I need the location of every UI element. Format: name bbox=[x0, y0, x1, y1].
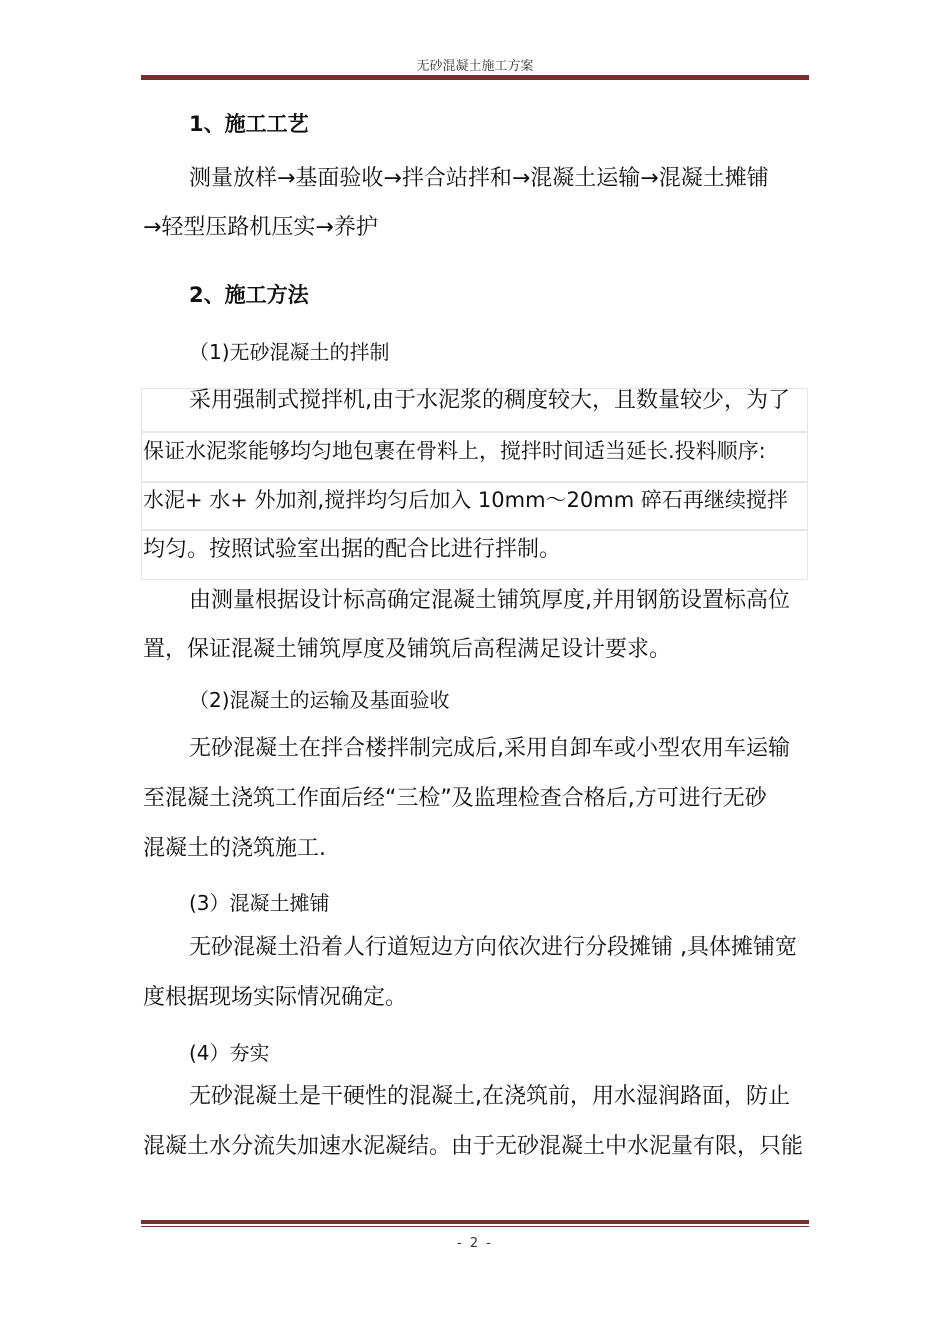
paragraph-line: 水泥+ 水+ 外加剂,搅拌均匀后加入 10mm～20mm 碎石再继续搅拌 bbox=[143, 488, 788, 512]
paragraph-line: 混凝土的浇筑施工. bbox=[143, 836, 326, 861]
paragraph-line: 保证水泥浆能够均匀地包裹在骨料上，搅拌时间适当延长.投料顺序: bbox=[143, 439, 766, 463]
subheading-paving: (3）混凝土摊铺 bbox=[189, 891, 330, 915]
page-number: - 2 - bbox=[457, 1236, 493, 1251]
paragraph-line: 置，保证混凝土铺筑厚度及铺筑后高程满足设计要求。 bbox=[143, 637, 672, 662]
paragraph-line: 由测量根据设计标高确定混凝土铺筑厚度,并用钢筋设置标高位 bbox=[189, 588, 790, 613]
paragraph-line: 采用强制式搅拌机,由于水泥浆的稠度较大，且数量较少，为了 bbox=[189, 388, 790, 413]
paragraph-line: →轻型压路机压实→养护 bbox=[143, 215, 378, 240]
paragraph-line: 测量放样→基面验收→拌合站拌和→混凝土运输→混凝土摊铺 bbox=[189, 166, 769, 191]
subheading-compaction: (4）夯实 bbox=[189, 1041, 270, 1065]
paragraph-line: 混凝土水分流失加速水泥凝结。由于无砂混凝土中水泥量有限，只能 bbox=[143, 1134, 804, 1159]
paragraph-line: 度根据现场实际情况确定。 bbox=[143, 985, 408, 1010]
footer-rule bbox=[141, 1220, 809, 1227]
paragraph-line: 无砂混凝土在拌合楼拌制完成后,采用自卸车或小型农用车运输 bbox=[189, 736, 790, 761]
subheading-transport: （2)混凝土的运输及基面验收 bbox=[189, 688, 450, 712]
section-heading-method: 2、施工方法 bbox=[189, 283, 309, 307]
section-heading-process: 1、施工工艺 bbox=[189, 112, 309, 136]
paragraph-line: 无砂混凝土沿着人行道短边方向依次进行分段摊铺 ,具体摊铺宽 bbox=[189, 935, 797, 960]
page-header-title: 无砂混凝土施工方案 bbox=[416, 59, 534, 74]
paragraph-line: 无砂混凝土是干硬性的混凝土,在浇筑前，用水湿润路面，防止 bbox=[189, 1084, 790, 1109]
paragraph-line: 均匀。按照试验室出据的配合比进行拌制。 bbox=[143, 537, 562, 562]
subheading-mixing: （1)无砂混凝土的拌制 bbox=[189, 340, 390, 364]
paragraph-line: 至混凝土浇筑工作面后经“三检”及监理检查合格后,方可进行无砂 bbox=[143, 786, 767, 811]
header-rule bbox=[141, 73, 809, 80]
